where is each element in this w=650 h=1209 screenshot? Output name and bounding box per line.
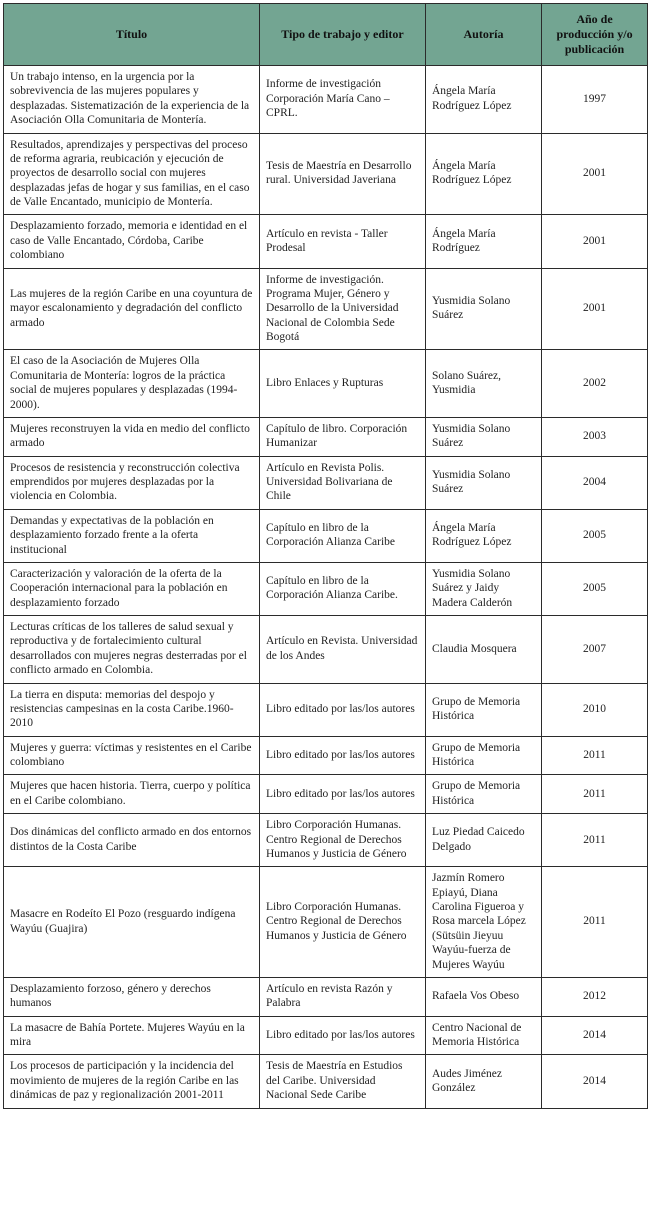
cell-ano: 2014 <box>542 1055 648 1108</box>
cell-ano: 2001 <box>542 133 648 215</box>
cell-titulo: Masacre en Rodeíto El Pozo (resguardo indígena Wayúu (Guajira) <box>4 867 260 978</box>
cell-ano: 2005 <box>542 562 648 615</box>
cell-tipo: Capítulo en libro de la Corporación Alianza Caribe <box>260 509 426 562</box>
cell-ano: 2004 <box>542 456 648 509</box>
cell-ano: 2001 <box>542 215 648 268</box>
table-row <box>4 268 648 350</box>
cell-tipo: Libro editado por las/los autores <box>260 683 426 736</box>
cell-autoria: Grupo de Memoria Histórica <box>426 736 542 775</box>
cell-autoria: Ángela María Rodríguez López <box>426 133 542 215</box>
cell-tipo: Informe de investigación. Programa Mujer, Género y Desarrollo de la Universidad Nacional de Colombia Sede Bogotá <box>260 268 426 350</box>
cell-autoria: Jazmín Romero Epiayú, Diana Carolina Figueroa y Rosa marcela López (Sütsüin Jieyuu Wayúu-fuerza de Mujeres Wayúu <box>426 867 542 978</box>
cell-autoria: Rafaela Vos Obeso <box>426 977 542 1016</box>
cell-titulo: Mujeres que hacen historia. Tierra, cuerpo y política en el Caribe colombiano. <box>4 775 260 814</box>
cell-ano: 2014 <box>542 1016 648 1055</box>
header-titulo: Título <box>4 4 260 66</box>
table-row <box>4 66 648 134</box>
cell-tipo: Tesis de Maestría en Desarrollo rural. Universidad Javeriana <box>260 133 426 215</box>
cell-titulo: Demandas y expectativas de la población en desplazamiento forzado frente a la oferta institucional <box>4 509 260 562</box>
table-row <box>4 616 648 684</box>
table-row <box>4 350 648 418</box>
cell-titulo: Lecturas críticas de los talleres de salud sexual y reproductiva y de fortalecimiento cultural desarrollados con mujeres negras desterradas por el conflicto armado en Colombia. <box>4 616 260 684</box>
cell-tipo: Artículo en revista - Taller Prodesal <box>260 215 426 268</box>
cell-tipo: Libro Corporación Humanas. Centro Regional de Derechos Humanos y Justicia de Género <box>260 867 426 978</box>
cell-titulo: Los procesos de participación y la incidencia del movimiento de mujeres de la región Caribe en las dinámicas de paz y regionalización 2001-2011 <box>4 1055 260 1108</box>
cell-tipo: Libro editado por las/los autores <box>260 1016 426 1055</box>
header-ano: Año de producción y/o publicación <box>542 4 648 66</box>
cell-tipo: Libro editado por las/los autores <box>260 736 426 775</box>
cell-autoria: Grupo de Memoria Histórica <box>426 775 542 814</box>
cell-titulo: Dos dinámicas del conflicto armado en dos entornos distintos de la Costa Caribe <box>4 814 260 867</box>
cell-titulo: Las mujeres de la región Caribe en una coyuntura de mayor escalonamiento y degradación del conflicto armado <box>4 268 260 350</box>
header-tipo: Tipo de trabajo y editor <box>260 4 426 66</box>
cell-ano: 2001 <box>542 268 648 350</box>
cell-ano: 2011 <box>542 867 648 978</box>
cell-ano: 2011 <box>542 736 648 775</box>
table-row <box>4 775 648 814</box>
table-row <box>4 215 648 268</box>
header-autoria: Autoría <box>426 4 542 66</box>
cell-autoria: Claudia Mosquera <box>426 616 542 684</box>
cell-titulo: Mujeres reconstruyen la vida en medio del conflicto armado <box>4 417 260 456</box>
cell-autoria: Solano Suárez, Yusmidia <box>426 350 542 418</box>
cell-autoria: Ángela María Rodríguez López <box>426 509 542 562</box>
cell-autoria: Ángela María Rodríguez <box>426 215 542 268</box>
cell-ano: 2007 <box>542 616 648 684</box>
table-header <box>4 4 648 66</box>
cell-autoria: Grupo de Memoria Histórica <box>426 683 542 736</box>
table-row <box>4 456 648 509</box>
table-row <box>4 977 648 1016</box>
cell-tipo: Artículo en Revista. Universidad de los Andes <box>260 616 426 684</box>
cell-titulo: Desplazamiento forzoso, género y derechos humanos <box>4 977 260 1016</box>
cell-titulo: Desplazamiento forzado, memoria e identidad en el caso de Valle Encantado, Córdoba, Caribe colombiano <box>4 215 260 268</box>
cell-tipo: Libro Corporación Humanas. Centro Regional de Derechos Humanos y Justicia de Género <box>260 814 426 867</box>
cell-titulo: Resultados, aprendizajes y perspectivas del proceso de reforma agraria, reubicación y ejecución de proyectos de desarrollo social con mujeres desplazadas jefas de hogar y sus familias, en el caso de Valle Encantado, municipio de Montería. <box>4 133 260 215</box>
cell-titulo: El caso de la Asociación de Mujeres Olla Comunitaria de Montería: logros de la práctica social de mujeres populares y desplazadas (1994-2000). <box>4 350 260 418</box>
cell-titulo: La masacre de Bahía Portete. Mujeres Wayúu en la mira <box>4 1016 260 1055</box>
cell-tipo: Tesis de Maestría en Estudios del Caribe. Universidad Nacional Sede Caribe <box>260 1055 426 1108</box>
cell-autoria: Yusmidia Solano Suárez y Jaidy Madera Calderón <box>426 562 542 615</box>
cell-ano: 2010 <box>542 683 648 736</box>
table-row <box>4 562 648 615</box>
cell-tipo: Artículo en revista Razón y Palabra <box>260 977 426 1016</box>
cell-tipo: Artículo en Revista Polis. Universidad Bolivariana de Chile <box>260 456 426 509</box>
cell-titulo: Mujeres y guerra: víctimas y resistentes en el Caribe colombiano <box>4 736 260 775</box>
cell-autoria: Centro Nacional de Memoria Histórica <box>426 1016 542 1055</box>
works-table <box>3 3 648 1109</box>
cell-tipo: Capítulo de libro. Corporación Humanizar <box>260 417 426 456</box>
cell-ano: 1997 <box>542 66 648 134</box>
cell-ano: 2011 <box>542 814 648 867</box>
cell-titulo: Procesos de resistencia y reconstrucción colectiva emprendidos por mujeres desplazadas por la violencia en Colombia. <box>4 456 260 509</box>
cell-ano: 2012 <box>542 977 648 1016</box>
table-row <box>4 133 648 215</box>
cell-autoria: Audes Jiménez González <box>426 1055 542 1108</box>
cell-titulo: Caracterización y valoración de la oferta de la Cooperación internacional para la población en desplazamiento forzado <box>4 562 260 615</box>
table-row <box>4 417 648 456</box>
cell-autoria: Yusmidia Solano Suárez <box>426 456 542 509</box>
table-row <box>4 683 648 736</box>
cell-tipo: Libro Enlaces y Rupturas <box>260 350 426 418</box>
cell-tipo: Libro editado por las/los autores <box>260 775 426 814</box>
cell-ano: 2003 <box>542 417 648 456</box>
cell-titulo: La tierra en disputa: memorias del despojo y resistencias campesinas en la costa Caribe.1960-2010 <box>4 683 260 736</box>
cell-autoria: Yusmidia Solano Suárez <box>426 268 542 350</box>
cell-titulo: Un trabajo intenso, en la urgencia por la sobrevivencia de las mujeres populares y desplazadas. Sistematización de la experiencia de la Asociación Olla Comunitaria de Montería. <box>4 66 260 134</box>
cell-autoria: Yusmidia Solano Suárez <box>426 417 542 456</box>
cell-ano: 2005 <box>542 509 648 562</box>
header-row <box>4 4 648 66</box>
table-row <box>4 509 648 562</box>
cell-ano: 2002 <box>542 350 648 418</box>
table-body <box>4 66 648 1109</box>
table-row <box>4 736 648 775</box>
table-row <box>4 867 648 978</box>
cell-tipo: Capítulo en libro de la Corporación Alianza Caribe. <box>260 562 426 615</box>
table-row <box>4 814 648 867</box>
cell-autoria: Luz Piedad Caicedo Delgado <box>426 814 542 867</box>
table-row <box>4 1016 648 1055</box>
cell-tipo: Informe de investigación Corporación María Cano – CPRL. <box>260 66 426 134</box>
table-row <box>4 1055 648 1108</box>
cell-autoria: Ángela María Rodríguez López <box>426 66 542 134</box>
cell-ano: 2011 <box>542 775 648 814</box>
